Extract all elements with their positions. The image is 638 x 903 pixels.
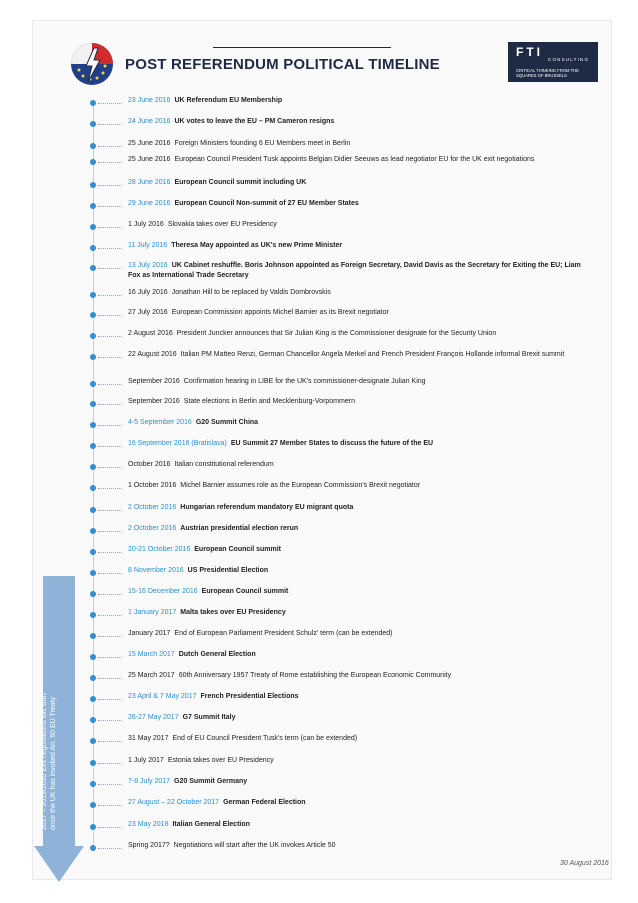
- timeline-dot: [90, 485, 96, 491]
- timeline-connector: [98, 657, 122, 658]
- timeline-connector: [98, 848, 122, 849]
- event-date: 11 July 2016: [128, 242, 168, 249]
- event-text: Italian General Election: [172, 821, 250, 828]
- event-date: 28 June 2016: [128, 179, 171, 186]
- event-text: Hungarian referendum mandatory EU migrant quota: [180, 504, 354, 511]
- event-text: Foreign Ministers founding 6 EU Members meet in Berlin: [174, 140, 351, 147]
- timeline-entry: [128, 288, 331, 298]
- timeline-entry: [128, 650, 256, 660]
- event-text: President Juncker announces that Sir Julian King is the Commissioner designate for the Security Union: [176, 330, 497, 337]
- event-date: 23 June 2016: [128, 97, 171, 104]
- arrow-caption: [40, 590, 68, 830]
- timeline-connector: [98, 248, 122, 249]
- timeline-dot: [90, 143, 96, 149]
- event-date: 16 July 2016: [128, 289, 168, 296]
- timeline-entry: [128, 155, 588, 165]
- event-date: 15 March 2017: [128, 651, 175, 658]
- event-text: French Presidential Elections: [200, 693, 299, 700]
- event-text: Slovakia takes over EU Presidency: [167, 221, 277, 228]
- timeline-entry: [128, 713, 236, 723]
- timeline-dot: [90, 443, 96, 449]
- timeline-connector: [98, 763, 122, 764]
- timeline-connector: [98, 206, 122, 207]
- event-text: Jonathan Hill to be replaced by Valdis Dombrovskis: [171, 289, 331, 296]
- timeline-entry: [128, 220, 277, 230]
- timeline-entry: [128, 329, 588, 339]
- event-date: 22 August 2016: [128, 351, 177, 358]
- event-date: January 2017: [128, 630, 171, 637]
- timeline-dot: [90, 121, 96, 127]
- timeline-entry: [128, 439, 433, 449]
- title-rule: [213, 47, 391, 48]
- timeline-entry: [128, 117, 334, 127]
- timeline-entry: [128, 241, 342, 251]
- timeline-dot: [90, 760, 96, 766]
- arrow-caption-line2: once the UK has invoked Art. 50 EU Treaty: [50, 696, 57, 830]
- event-date: 31 May 2017: [128, 735, 169, 742]
- event-text: UK Referendum EU Membership: [174, 97, 283, 104]
- timeline-dot: [90, 528, 96, 534]
- timeline-entry: [128, 397, 355, 407]
- timeline-dot: [90, 696, 96, 702]
- event-date: 26-27 May 2017: [128, 714, 179, 721]
- timeline-connector: [98, 227, 122, 228]
- timeline-connector: [98, 784, 122, 785]
- timeline-entry: [128, 734, 357, 744]
- event-text: End of EU Council President Tusk's term (can be extended): [172, 735, 358, 742]
- event-text: Italian constitutional referendum: [174, 461, 274, 468]
- timeline-entry: [128, 756, 274, 766]
- event-text: G7 Summit Italy: [182, 714, 236, 721]
- event-text: State elections in Berlin and Mecklenburg-Vorpommern: [183, 398, 355, 405]
- timeline-connector: [98, 678, 122, 679]
- event-text: End of European Parliament President Schulz' term (can be extended): [174, 630, 393, 637]
- event-date: 1 July 2016: [128, 221, 164, 228]
- timeline-spine: [93, 100, 94, 848]
- timeline-entry: [128, 481, 420, 491]
- event-date: 23 April & 7 May 2017: [128, 693, 197, 700]
- timeline-connector: [98, 103, 122, 104]
- event-text: Confirmation hearing in LIBE for the UK's commissioner-designate Julian King: [183, 378, 426, 385]
- timeline-entry: [128, 377, 426, 387]
- event-text: European Council summit including UK: [174, 179, 307, 186]
- fti-consulting-logo: [508, 42, 598, 82]
- event-date: 1 October 2016: [128, 482, 177, 489]
- event-date: 7-8 July 2017: [128, 778, 171, 785]
- timeline-dot: [90, 292, 96, 298]
- timeline-dot: [90, 159, 96, 165]
- timeline-dot: [90, 464, 96, 470]
- event-text: European Council Non-summit of 27 EU Member States: [174, 200, 359, 207]
- timeline-entry: [128, 524, 298, 534]
- event-text: Estonia takes over EU Presidency: [167, 757, 274, 764]
- event-text: Negotiations will start after the UK invokes Article 50: [173, 842, 336, 849]
- timeline-entry: [128, 418, 258, 428]
- timeline-dot: [90, 781, 96, 787]
- timeline-entry: [128, 608, 286, 618]
- event-text: European Council summit: [201, 588, 289, 595]
- timeline-dot: [90, 401, 96, 407]
- timeline-dot: [90, 312, 96, 318]
- timeline-entry: [128, 798, 306, 808]
- page-title: POST REFERENDUM POLITICAL TIMELINE: [125, 56, 440, 73]
- timeline-connector: [98, 124, 122, 125]
- footer-date: 30 August 2016: [560, 860, 609, 867]
- timeline-dot: [90, 182, 96, 188]
- event-date: Spring 2017?: [128, 842, 170, 849]
- event-text: Malta takes over EU Presidency: [180, 609, 286, 616]
- timeline-entry: [128, 350, 588, 360]
- timeline-entry: [128, 308, 389, 318]
- timeline-connector: [98, 510, 122, 511]
- timeline-entry: [128, 629, 393, 639]
- event-date: 20-21 October 2016: [128, 546, 191, 553]
- timeline-dot: [90, 333, 96, 339]
- timeline-connector: [98, 162, 122, 163]
- timeline-dot: [90, 675, 96, 681]
- event-date: 2 August 2016: [128, 330, 173, 337]
- event-text: G20 Summit China: [195, 419, 259, 426]
- event-date: 25 June 2016: [128, 140, 171, 147]
- timeline-entry: [128, 178, 306, 188]
- event-date: 25 June 2016: [128, 156, 171, 163]
- event-date: 23 May 2018: [128, 821, 169, 828]
- timeline-entry: [128, 820, 250, 830]
- timeline-connector: [98, 615, 122, 616]
- timeline-entry: [128, 139, 350, 149]
- event-date: 27 July 2016: [128, 309, 168, 316]
- event-text: UK votes to leave the EU – PM Cameron resigns: [174, 118, 335, 125]
- event-text: Italian PM Matteo Renzi, German Chancellor Angela Merkel and French President François Hollande informal Brexit summit: [180, 351, 565, 358]
- timeline-connector: [98, 699, 122, 700]
- timeline-connector: [98, 384, 122, 385]
- timeline-dot: [90, 381, 96, 387]
- timeline-connector: [98, 573, 122, 574]
- timeline-entry: [128, 545, 281, 555]
- event-text: Theresa May appointed as UK's new Prime Minister: [171, 242, 343, 249]
- event-date: 2 October 2016: [128, 525, 177, 532]
- timeline-entry: [128, 587, 288, 597]
- event-text: German Federal Election: [223, 799, 306, 806]
- timeline-connector: [98, 805, 122, 806]
- timeline-connector: [98, 552, 122, 553]
- timeline-connector: [98, 425, 122, 426]
- fti-logo-text: FTI: [516, 45, 543, 59]
- event-date: 1 July 2017: [128, 757, 164, 764]
- event-date: 2 October 2016: [128, 504, 177, 511]
- timeline-dot: [90, 245, 96, 251]
- event-date: 27 August – 22 October 2017: [128, 799, 220, 806]
- event-date: 24 June 2016: [128, 118, 171, 125]
- timeline-entry: [128, 692, 299, 702]
- timeline-connector: [98, 741, 122, 742]
- timeline-connector: [98, 146, 122, 147]
- timeline-entry: [128, 566, 268, 576]
- timeline-dot: [90, 570, 96, 576]
- timeline-connector: [98, 594, 122, 595]
- arrow-caption-line1: 2017 – 2019/2020 Exit negotiations will start: [41, 693, 48, 830]
- timeline-dot: [90, 203, 96, 209]
- timeline-dot: [90, 354, 96, 360]
- event-text: 60th Anniversary 1957 Treaty of Rome establishing the European Economic Community: [178, 672, 452, 679]
- timeline-connector: [98, 720, 122, 721]
- timeline-entry: [128, 199, 359, 209]
- event-date: September 2016: [128, 378, 180, 385]
- page-frame: [32, 20, 612, 880]
- timeline-entry: [128, 777, 247, 787]
- timeline-entry: [128, 671, 588, 681]
- timeline-connector: [98, 185, 122, 186]
- timeline-connector: [98, 531, 122, 532]
- event-text: EU Summit 27 Member States to discuss the future of the EU: [230, 440, 434, 447]
- timeline-dot: [90, 717, 96, 723]
- event-date: 15-16 December 2016: [128, 588, 198, 595]
- event-text: European Council President Tusk appoints Belgian Didier Seeuws as lead negotiator EU for the UK exit negotiations: [174, 156, 535, 163]
- timeline-dot: [90, 824, 96, 830]
- event-date: 8 November 2016: [128, 567, 184, 574]
- timeline-connector: [98, 404, 122, 405]
- fti-tagline: CRITICAL THINKING FROM THE SQUARES OF BRUSSELS: [516, 68, 579, 78]
- event-text: Austrian presidential election rerun: [180, 525, 299, 532]
- timeline-dot: [90, 802, 96, 808]
- timeline-dot: [90, 591, 96, 597]
- timeline-entry: [128, 503, 353, 513]
- timeline-dot: [90, 265, 96, 271]
- timeline-dot: [90, 100, 96, 106]
- event-text: European Council summit: [194, 546, 281, 553]
- event-date: 13 July 2016: [128, 262, 168, 269]
- timeline-connector: [98, 357, 122, 358]
- timeline-dot: [90, 633, 96, 639]
- event-date: 1 January 2017: [128, 609, 177, 616]
- event-text: Dutch General Election: [178, 651, 256, 658]
- event-text: European Commission appoints Michel Barnier as its Brexit negotiator: [171, 309, 389, 316]
- timeline-connector: [98, 268, 122, 269]
- timeline-connector: [98, 636, 122, 637]
- timeline-connector: [98, 315, 122, 316]
- timeline-entry: [128, 261, 588, 281]
- event-text: Michel Barnier assumes role as the European Commission's Brexit negotiator: [180, 482, 421, 489]
- event-date: 25 March 2017: [128, 672, 175, 679]
- timeline-dot: [90, 224, 96, 230]
- event-date: 4-5 September 2016: [128, 419, 192, 426]
- timeline-connector: [98, 827, 122, 828]
- timeline-entry: [128, 460, 274, 470]
- timeline-dot: [90, 507, 96, 513]
- timeline-entry: [128, 841, 336, 851]
- timeline-dot: [90, 654, 96, 660]
- event-text: G20 Summit Germany: [174, 778, 248, 785]
- timeline-dot: [90, 845, 96, 851]
- event-text: UK Cabinet reshuffle. Boris Johnson appointed as Foreign Secretary, David Davis as the Secretary for Exiting the EU; Liam Fox as International Trade Secretary: [128, 262, 581, 279]
- timeline-connector: [98, 467, 122, 468]
- timeline-dot: [90, 612, 96, 618]
- timeline-dot: [90, 549, 96, 555]
- timeline-connector: [98, 488, 122, 489]
- timeline-connector: [98, 295, 122, 296]
- timeline-entry: [128, 96, 282, 106]
- fti-consulting-text: CONSULTING: [548, 57, 590, 62]
- event-date: October 2016: [128, 461, 171, 468]
- timeline-connector: [98, 446, 122, 447]
- event-date: 16 September 2016 (Bratislava): [128, 440, 227, 447]
- event-text: US Presidential Election: [187, 567, 269, 574]
- timeline-dot: [90, 422, 96, 428]
- timeline-connector: [98, 336, 122, 337]
- eu-uk-logo: [70, 42, 114, 86]
- event-date: September 2016: [128, 398, 180, 405]
- timeline-dot: [90, 738, 96, 744]
- event-date: 29 June 2016: [128, 200, 171, 207]
